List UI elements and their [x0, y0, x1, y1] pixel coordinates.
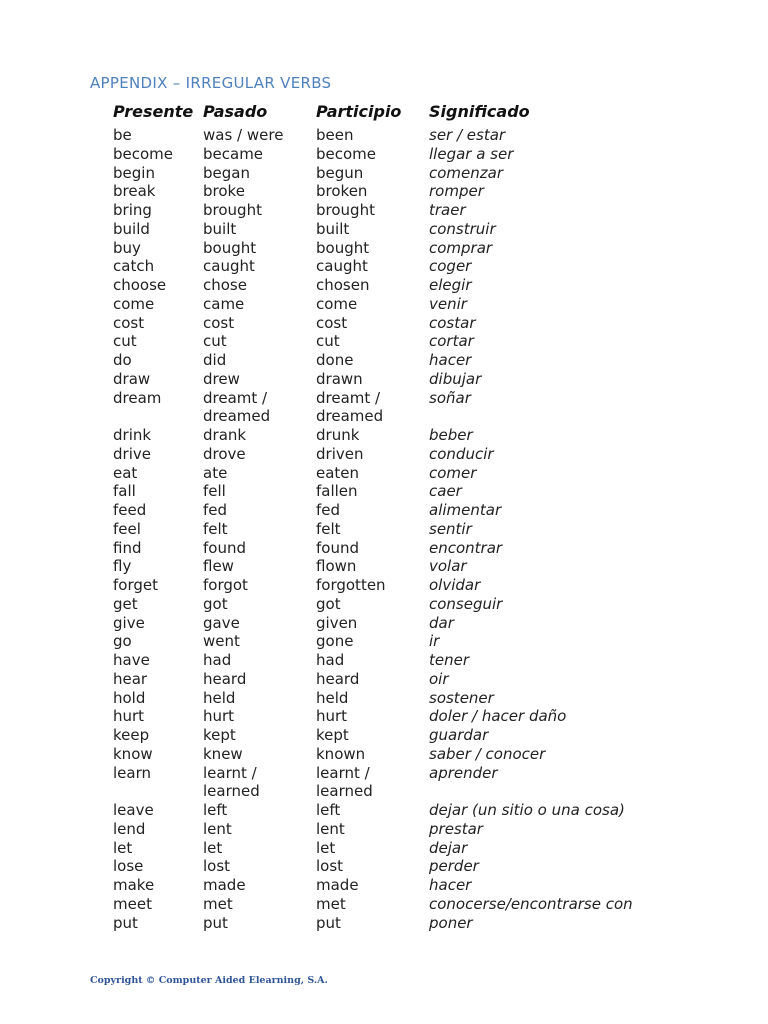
verb-significado: alimentar: [429, 501, 502, 519]
verb-participio: fallen: [316, 482, 358, 501]
table-row: [113, 220, 669, 239]
table-body: [113, 126, 669, 932]
verb-significado: traer: [429, 201, 466, 219]
verb-pasado: hurt: [203, 707, 235, 726]
table-row: [113, 632, 669, 651]
verb-significado: soñar: [429, 388, 471, 407]
verb-pasado: let: [203, 838, 223, 857]
table-row: [113, 595, 669, 614]
table-row: [113, 689, 669, 708]
table-row: [113, 857, 669, 876]
verb-pasado: kept: [203, 726, 236, 744]
table-row: [113, 201, 669, 220]
table-row: [113, 876, 669, 895]
page-title: APPENDIX – IRREGULAR VERBS: [90, 74, 332, 92]
verb-presente: do: [113, 351, 132, 369]
table-row: [113, 426, 669, 445]
verb-pasado: ate: [203, 463, 228, 482]
verb-participio: eaten: [316, 463, 360, 482]
verb-presente: learn: [113, 763, 151, 782]
table-row: [113, 539, 669, 558]
verb-presente: lend: [113, 819, 146, 838]
verb-significado: ser / estar: [429, 126, 506, 144]
table-row: [113, 295, 669, 314]
verb-significado: construir: [429, 219, 496, 238]
verb-presente: give: [113, 613, 145, 632]
verb-pasado: knew: [203, 744, 243, 763]
table-row: [113, 576, 669, 595]
table-row: [113, 764, 669, 802]
verb-significado: poner: [429, 913, 473, 932]
verb-participio: drunk: [316, 426, 360, 444]
verb-presente: become: [113, 144, 174, 163]
table-row: [113, 707, 669, 726]
verb-pasado: forgot: [203, 576, 248, 594]
verb-presente: leave: [113, 801, 154, 819]
verb-participio: built: [316, 219, 350, 238]
verb-pasado-line: learned: [203, 782, 260, 801]
verb-pasado-line: learnt /: [203, 763, 257, 782]
verb-significado: cortar: [429, 332, 474, 351]
verb-participio: gone: [316, 632, 354, 651]
verb-significado: conducir: [429, 444, 494, 463]
verb-presente: forget: [113, 576, 158, 594]
verb-pasado: broke: [203, 182, 245, 201]
verb-pasado: left: [203, 801, 228, 819]
verb-significado: aprender: [429, 763, 498, 782]
verb-significado: comer: [429, 463, 477, 482]
verb-presente: get: [113, 594, 138, 613]
verb-pasado: held: [203, 688, 236, 707]
table-row: [113, 726, 669, 745]
verb-participio: held: [316, 688, 349, 707]
verb-significado: hacer: [429, 876, 472, 894]
irregular-verbs-table: [113, 99, 669, 932]
verb-participio: hurt: [316, 707, 348, 726]
verb-significado: romper: [429, 182, 484, 201]
verb-participio: come: [316, 294, 358, 313]
table-row: [113, 614, 669, 633]
column-header-significado: Significado: [429, 101, 530, 121]
verb-significado: dibujar: [429, 369, 482, 388]
verb-significado: venir: [429, 294, 467, 313]
verb-presente: begin: [113, 163, 155, 182]
verb-presente: buy: [113, 238, 141, 257]
verb-presente: feed: [113, 501, 147, 519]
table-row: [113, 520, 669, 539]
verb-participio: [316, 764, 429, 802]
verb-presente: bring: [113, 201, 152, 219]
table-row: [113, 501, 669, 520]
verb-presente: choose: [113, 276, 167, 294]
verb-presente: fly: [113, 557, 132, 576]
verb-participio: driven: [316, 444, 364, 463]
verb-significado: comenzar: [429, 163, 504, 182]
verb-presente: feel: [113, 519, 141, 538]
verb-presente: have: [113, 651, 150, 669]
verb-significado: caer: [429, 482, 462, 501]
verb-participio: given: [316, 613, 358, 632]
verb-significado: dejar (un sitio o una cosa): [429, 801, 625, 819]
verb-pasado: drove: [203, 444, 246, 463]
verb-significado: guardar: [429, 726, 489, 744]
verb-participio: felt: [316, 519, 341, 538]
verb-participio: had: [316, 651, 345, 669]
verb-participio: lent: [316, 819, 345, 838]
verb-participio: met: [316, 894, 346, 913]
verb-pasado: flew: [203, 557, 234, 576]
verb-participio: lost: [316, 857, 344, 876]
verb-participio: forgotten: [316, 576, 386, 594]
verb-significado: prestar: [429, 819, 483, 838]
verb-presente: build: [113, 219, 150, 238]
verb-participio: broken: [316, 182, 368, 201]
table-row: [113, 182, 669, 201]
verb-participio: bought: [316, 238, 370, 257]
verb-presente: catch: [113, 257, 155, 276]
verb-significado: coger: [429, 257, 472, 276]
table-row: [113, 895, 669, 914]
verb-significado: saber / conocer: [429, 744, 546, 763]
verb-participio: done: [316, 351, 354, 369]
verb-presente: cost: [113, 313, 145, 332]
verb-pasado: cut: [203, 332, 227, 351]
verb-pasado: lost: [203, 857, 231, 876]
verb-participio-line: learnt /: [316, 763, 370, 782]
verb-participio: let: [316, 838, 336, 857]
verb-presente: put: [113, 913, 138, 932]
verb-participio: become: [316, 144, 377, 163]
verb-participio: brought: [316, 201, 375, 219]
verb-pasado: built: [203, 219, 237, 238]
verb-significado: llegar a ser: [429, 144, 514, 163]
verb-presente: hold: [113, 688, 146, 707]
verb-participio: put: [316, 913, 341, 932]
verb-presente: dream: [113, 388, 162, 407]
verb-presente: let: [113, 838, 133, 857]
verb-participio: known: [316, 744, 366, 763]
verb-pasado: heard: [203, 669, 247, 688]
verb-significado: olvidar: [429, 576, 481, 594]
table-row: [113, 839, 669, 858]
verb-pasado: did: [203, 351, 227, 369]
table-header: [113, 99, 669, 123]
verb-pasado: drank: [203, 426, 247, 444]
table-row: [113, 257, 669, 276]
verb-pasado: met: [203, 894, 233, 913]
table-row: [113, 164, 669, 183]
verb-significado: doler / hacer daño: [429, 707, 567, 726]
table-row: [113, 651, 669, 670]
verb-significado: tener: [429, 651, 470, 669]
verb-significado: comprar: [429, 238, 493, 257]
verb-presente: break: [113, 182, 156, 201]
table-row: [113, 464, 669, 483]
table-row: [113, 670, 669, 689]
verb-presente: know: [113, 744, 153, 763]
verb-participio: drawn: [316, 369, 363, 388]
table-row: [113, 370, 669, 389]
table-row: [113, 482, 669, 501]
verb-significado: dar: [429, 613, 454, 632]
verb-pasado: made: [203, 876, 246, 894]
verb-participio: begun: [316, 163, 364, 182]
verb-pasado: felt: [203, 519, 228, 538]
verb-pasado: became: [203, 144, 264, 163]
table-row: [113, 914, 669, 933]
verb-significado: costar: [429, 313, 476, 332]
verb-significado: sostener: [429, 688, 494, 707]
verb-significado: elegir: [429, 276, 472, 294]
verb-pasado: fell: [203, 482, 226, 501]
verb-presente: hear: [113, 669, 148, 688]
verb-pasado: caught: [203, 257, 255, 276]
verb-significado: perder: [429, 857, 479, 876]
verb-presente: draw: [113, 369, 151, 388]
verb-participio: fed: [316, 501, 341, 519]
table-row: [113, 557, 669, 576]
table-row: [113, 145, 669, 164]
verb-pasado: drew: [203, 369, 240, 388]
verb-presente: go: [113, 632, 132, 651]
verb-participio: made: [316, 876, 359, 894]
table-row: [113, 276, 669, 295]
verb-pasado: got: [203, 594, 228, 613]
verb-significado: dejar: [429, 838, 468, 857]
verb-participio: got: [316, 594, 341, 613]
table-row: [113, 351, 669, 370]
verb-participio: chosen: [316, 276, 370, 294]
verb-significado: beber: [429, 426, 473, 444]
verb-participio-line: learned: [316, 782, 373, 801]
verb-presente: hurt: [113, 707, 145, 726]
verb-significado: conocerse/encontrarse con: [429, 894, 633, 913]
verb-presente: fall: [113, 482, 136, 501]
verb-pasado: gave: [203, 613, 240, 632]
column-header-pasado: Pasado: [203, 101, 268, 121]
verb-pasado: lent: [203, 819, 232, 838]
table-row: [113, 239, 669, 258]
verb-pasado: was / were: [203, 126, 284, 144]
verb-pasado: cost: [203, 313, 235, 332]
table-row: [113, 801, 669, 820]
verb-participio: left: [316, 801, 341, 819]
verb-significado: conseguir: [429, 594, 503, 613]
verb-participio: found: [316, 538, 359, 557]
verb-participio: [316, 389, 429, 427]
verb-presente: make: [113, 876, 155, 894]
verb-pasado: went: [203, 632, 240, 651]
verb-presente: drive: [113, 444, 151, 463]
verb-pasado: brought: [203, 201, 262, 219]
verb-significado: oir: [429, 669, 449, 688]
table-row: [113, 445, 669, 464]
table-row: [113, 126, 669, 145]
table-row: [113, 314, 669, 333]
verb-presente: find: [113, 538, 142, 557]
verb-presente: drink: [113, 426, 152, 444]
verb-presente: lose: [113, 857, 144, 876]
verb-participio-line: dreamed: [316, 407, 384, 426]
verb-significado: volar: [429, 557, 467, 576]
verb-pasado: [203, 764, 316, 802]
verb-participio: cut: [316, 332, 340, 351]
verb-significado: ir: [429, 632, 440, 651]
verb-participio-line: dreamt /: [316, 388, 381, 407]
verb-presente: come: [113, 294, 155, 313]
verb-pasado: [203, 389, 316, 427]
verb-significado: encontrar: [429, 538, 503, 557]
verb-participio: flown: [316, 557, 357, 576]
verb-pasado-line: dreamed: [203, 407, 271, 426]
table-row: [113, 332, 669, 351]
verb-significado: hacer: [429, 351, 472, 369]
verb-participio: heard: [316, 669, 360, 688]
table-row: [113, 389, 669, 427]
verb-presente: eat: [113, 463, 138, 482]
verb-pasado: found: [203, 538, 246, 557]
verb-participio: caught: [316, 257, 368, 276]
verb-pasado: fed: [203, 501, 228, 519]
verb-pasado: bought: [203, 238, 257, 257]
verb-pasado: put: [203, 913, 228, 932]
verb-pasado: began: [203, 163, 250, 182]
table-row: [113, 745, 669, 764]
verb-pasado-line: dreamt /: [203, 388, 268, 407]
column-header-participio: Participio: [316, 101, 402, 121]
table-row: [113, 820, 669, 839]
verb-participio: cost: [316, 313, 348, 332]
verb-participio: kept: [316, 726, 349, 744]
verb-participio: been: [316, 126, 354, 144]
verb-presente: meet: [113, 894, 152, 913]
verb-presente: cut: [113, 332, 137, 351]
verb-pasado: chose: [203, 276, 247, 294]
copyright-footer: Copyright © Computer Aided Elearning, S.A.: [90, 975, 328, 986]
verb-significado: sentir: [429, 519, 472, 538]
verb-pasado: had: [203, 651, 232, 669]
column-header-presente: Presente: [113, 101, 194, 121]
verb-pasado: came: [203, 294, 245, 313]
verb-presente: be: [113, 126, 132, 144]
verb-presente: keep: [113, 726, 150, 744]
